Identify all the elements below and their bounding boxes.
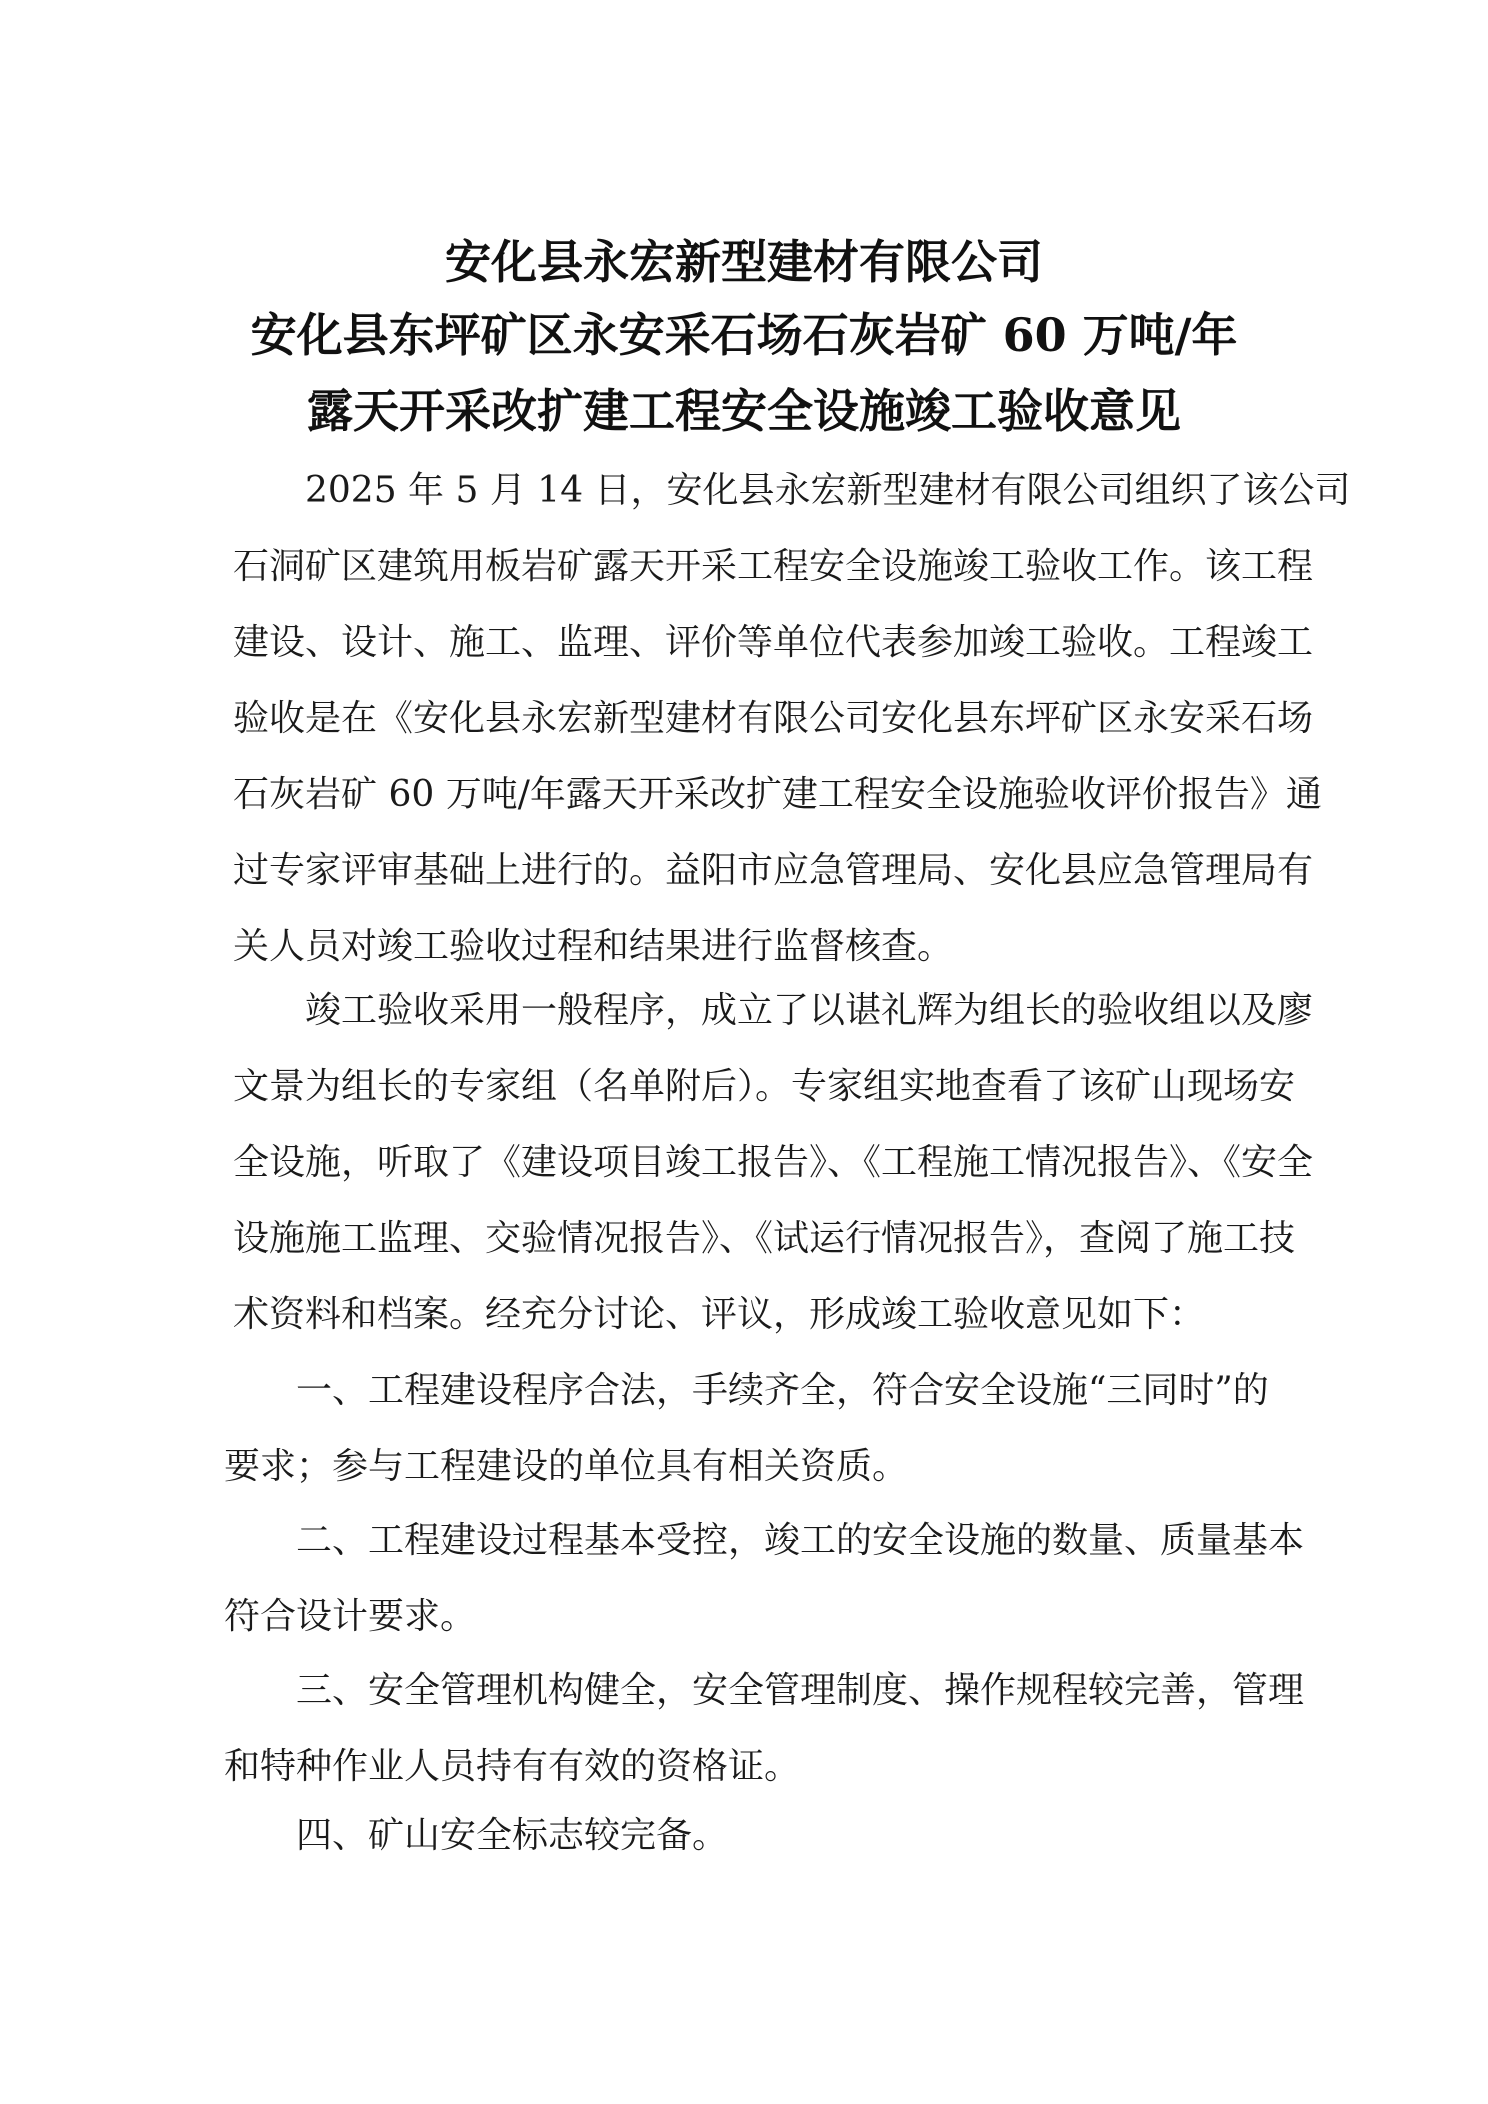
text-line: 关人员对竣工验收过程和结果进行监督核查。 xyxy=(233,926,954,967)
text-line: 和特种作业人员持有有效的资格证。 xyxy=(224,1746,801,1787)
opinion-item-2 xyxy=(224,1503,1305,1655)
text-line: 设施施工监理、交验情况报告》、《试运行情况报告》，查阅了施工技 xyxy=(233,1218,1296,1259)
text-line: 过专家评审基础上进行的。益阳市应急管理局、安化县应急管理局有 xyxy=(233,850,1314,891)
text-line: 要求；参与工程建设的单位具有相关资质。 xyxy=(224,1446,909,1487)
text-line: 四、矿山安全标志较完备。 xyxy=(296,1815,729,1856)
text-line: 2025 年 5 月 14 日，安化县永宏新型建材有限公司组织了该公司 xyxy=(305,470,1351,511)
text-line: 石洞矿区建筑用板岩矿露天开采工程安全设施竣工验收工作。该工程 xyxy=(233,546,1314,587)
text-line: 验收是在《安化县永宏新型建材有限公司安化县东坪矿区永安采石场 xyxy=(233,698,1314,739)
text-line: 全设施，听取了《建设项目竣工报告》、《工程施工情况报告》、《安全 xyxy=(233,1142,1314,1183)
text-line: 文景为组长的专家组（名单附后）。专家组实地查看了该矿山现场安 xyxy=(233,1066,1296,1107)
paragraph-intro xyxy=(233,453,1351,985)
text-line: 术资料和档案。经充分讨论、评议，形成竣工验收意见如下： xyxy=(233,1294,1206,1335)
text-line: 竣工验收采用一般程序，成立了以谌礼辉为组长的验收组以及廖 xyxy=(305,990,1314,1031)
document-title-line-1: 安化县永宏新型建材有限公司 xyxy=(445,235,1043,289)
opinion-item-3 xyxy=(224,1653,1305,1805)
text-line: 三、安全管理机构健全，安全管理制度、操作规程较完善，管理 xyxy=(296,1670,1305,1711)
text-line: 一、工程建设程序合法，手续齐全，符合安全设施“三同时”的 xyxy=(296,1370,1269,1411)
text-line: 建设、设计、施工、监理、评价等单位代表参加竣工验收。工程竣工 xyxy=(233,622,1314,663)
document-title-line-2: 安化县东坪矿区永安采石场石灰岩矿 60 万吨/年 xyxy=(250,308,1238,362)
text-line: 二、工程建设过程基本受控，竣工的安全设施的数量、质量基本 xyxy=(296,1520,1305,1561)
document-title-line-3: 露天开采改扩建工程安全设施竣工验收意见 xyxy=(307,384,1181,438)
opinion-item-1 xyxy=(224,1353,1269,1505)
text-line: 符合设计要求。 xyxy=(224,1596,477,1637)
paragraph-procedure xyxy=(233,973,1314,1353)
text-line: 石灰岩矿 60 万吨/年露天开采改扩建工程安全设施验收评价报告》通 xyxy=(233,774,1322,815)
opinion-item-4 xyxy=(224,1798,1231,1874)
